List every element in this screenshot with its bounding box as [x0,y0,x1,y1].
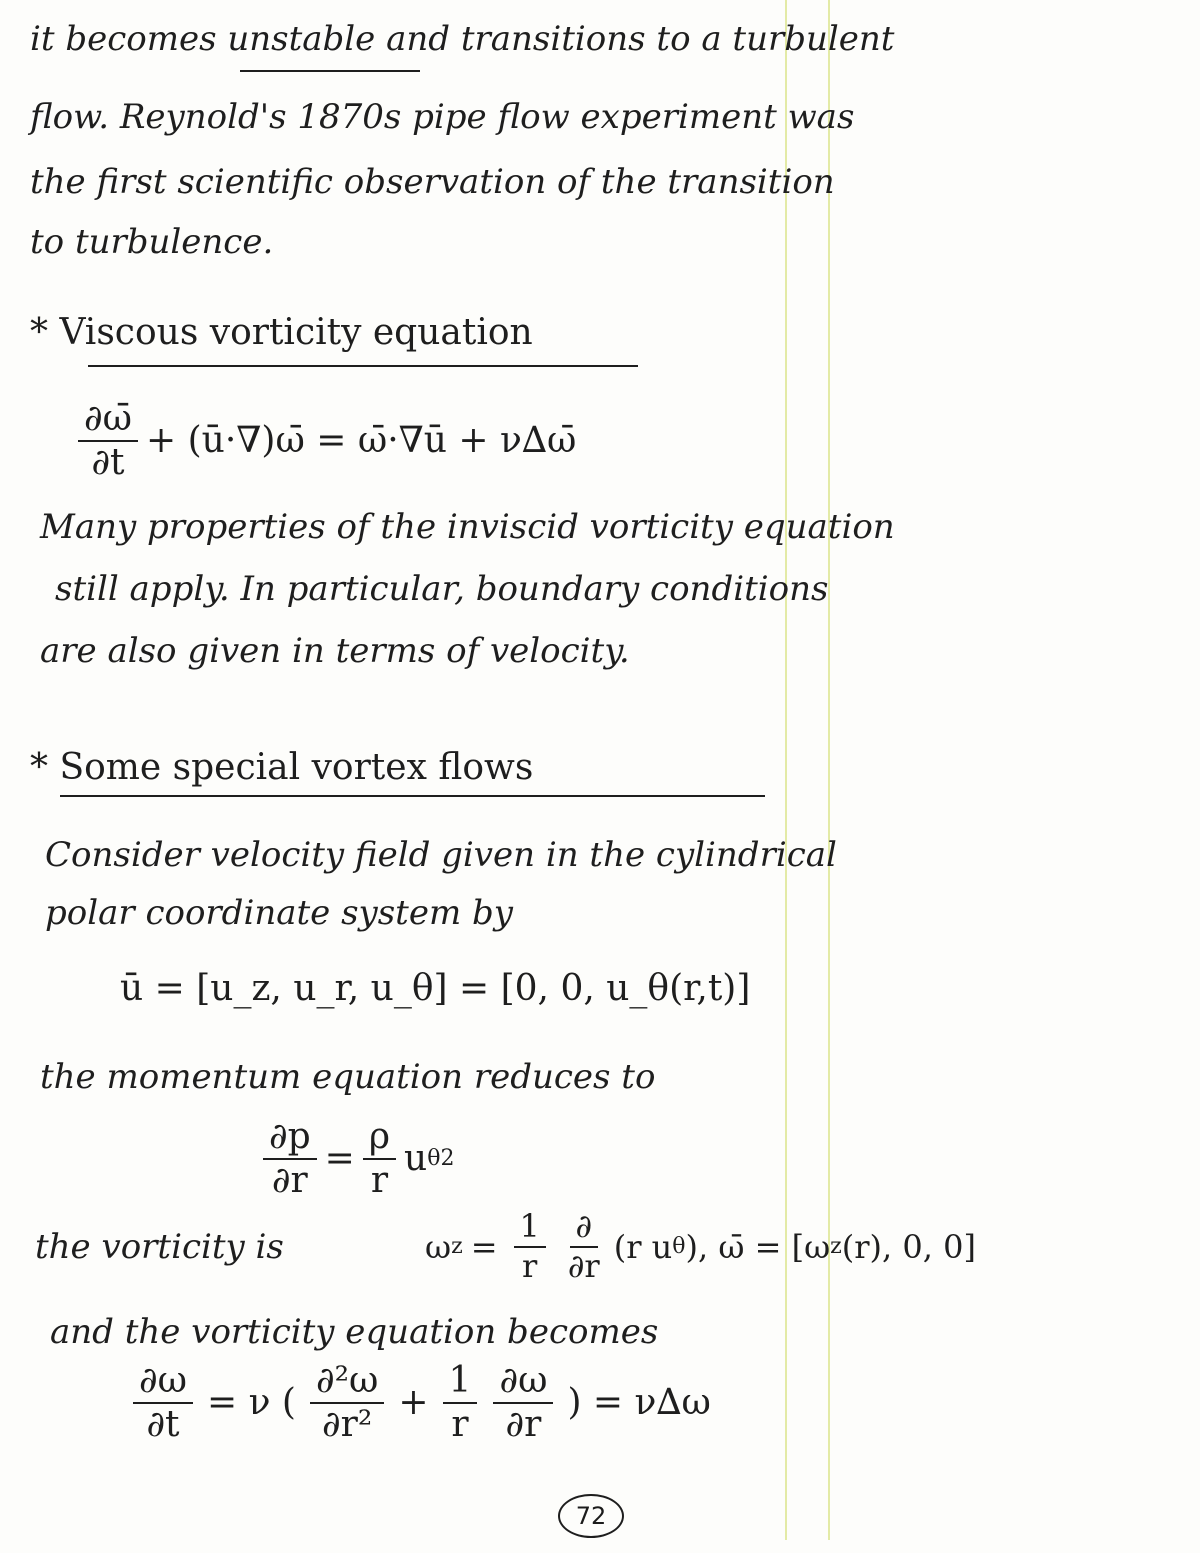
fraction-denominator: ∂r [567,1246,600,1285]
omega-vector-end: (r), 0, 0] [841,1227,976,1266]
paragraph1-line-4: to turbulence. [30,222,274,262]
section2-intro-line-2: polar coordinate system by [45,893,513,933]
momentum-equation [255,1118,454,1200]
plus-sign: + [398,1382,429,1424]
fraction-numerator: ∂ω [133,1362,193,1404]
dw-dt-fraction [78,400,138,482]
fraction-denominator: r [451,1403,469,1445]
vorticity-text: the vorticity is [35,1227,284,1267]
momentum-text: the momentum equation reduces to [40,1057,656,1097]
fraction-numerator: 1 [443,1362,478,1404]
unstable-underline [240,70,420,72]
paragraph1-line-1: it becomes unstable and transitions to a turbulent [30,19,895,59]
paragraph1-line-3: the first scientific observation of the transition [30,162,835,202]
dp-dr-fraction [263,1118,317,1200]
section2-heading: * Some special vortex flows [30,747,534,788]
z-subscript: z [830,1234,842,1260]
equation-rest: + (ū·∇)ω̄ = ω̄·∇ū + ν∆ω̄ [145,420,577,462]
dw-dt-fraction [133,1362,193,1444]
fraction-denominator: ∂r² [322,1403,373,1445]
section1-heading: * Viscous vorticity equation [30,312,533,353]
d2w-dr2-fraction [310,1362,384,1444]
section2-heading-underline [60,795,765,797]
margin-line-right [828,0,830,1540]
fraction-denominator: ∂r [271,1159,308,1201]
fraction-numerator: ∂ω [493,1362,553,1404]
vorticity-definition-equation [425,1207,976,1285]
section1-heading-underline [88,365,638,367]
fraction-denominator: ∂r [505,1403,542,1445]
becomes-text: and the vorticity equation becomes [50,1312,659,1352]
viscous-vorticity-equation [70,400,576,482]
section2-intro-line-1: Consider velocity field given in the cylindrical [45,835,837,875]
equals-sign: = [324,1138,355,1180]
section1-text-line-2: still apply. In particular, boundary conditions [55,569,829,609]
fraction-denominator: r [370,1159,389,1201]
theta-subscript: θ [672,1234,686,1260]
omega-vector-term: ), ω̄ = [ω [685,1227,831,1266]
rho-over-r-fraction [363,1118,396,1200]
squared-superscript: 2 [440,1146,455,1172]
equals-sign: = [470,1227,498,1266]
equals-nu-open: = ν ( [206,1382,296,1424]
fraction-numerator: ρ [363,1118,396,1160]
velocity-field-equation: ū = [u_z, u_r, u_θ] = [0, 0, u_θ(r,t)] [120,968,751,1009]
fraction-numerator: ∂²ω [310,1362,384,1404]
d-dr-fraction [562,1207,606,1285]
final-vorticity-equation [125,1362,711,1444]
fraction-denominator: ∂t [146,1403,180,1445]
page-number: 72 [558,1494,624,1538]
omega-symbol: ω [425,1227,452,1266]
close-equals-nu-laplacian: ) = ν∆ω [567,1382,711,1424]
fraction-numerator: ∂ [570,1210,599,1248]
r-u-term: (r u [613,1227,673,1266]
fraction-denominator: ∂t [91,441,125,483]
section1-text-line-1: Many properties of the inviscid vorticity equation [40,507,895,547]
one-over-r-fraction [514,1207,546,1285]
paragraph1-line-2: flow. Reynold's 1870s pipe flow experiment was [30,97,855,137]
dw-dr-fraction [493,1362,553,1444]
z-subscript: z [451,1234,463,1260]
theta-subscript: θ [427,1146,441,1172]
u-symbol: u [404,1138,428,1180]
margin-line-left [785,0,787,1540]
fraction-denominator: r [522,1246,538,1285]
fraction-numerator: ∂ω̄ [78,400,138,442]
fraction-numerator: 1 [514,1210,546,1248]
section1-text-line-3: are also given in terms of velocity. [40,631,630,671]
one-over-r-fraction [443,1362,478,1444]
fraction-numerator: ∂p [263,1118,317,1160]
